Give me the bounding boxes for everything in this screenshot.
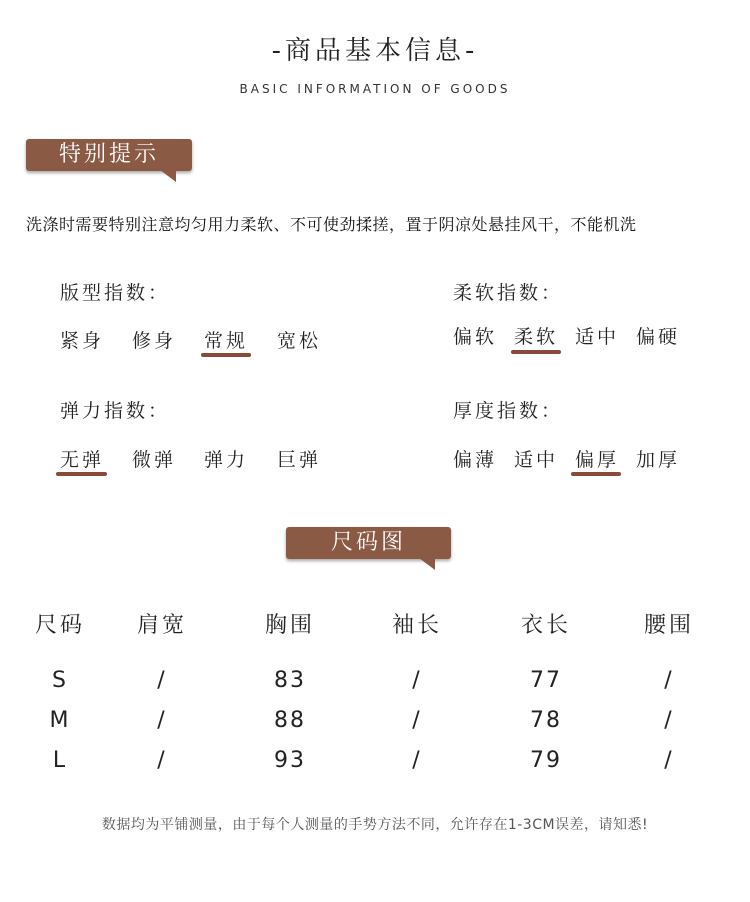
thickness-option-selected: 偏厚 [575, 449, 620, 471]
elasticity-selected-underline [56, 472, 107, 476]
table-cell: / [412, 708, 422, 733]
elasticity-option: 巨弹 [277, 449, 322, 471]
thickness-index-label: 厚度指数： [453, 400, 564, 422]
table-header-chest: 胸围 [264, 613, 315, 638]
table-cell: 79 [530, 748, 562, 773]
table-cell: 83 [274, 668, 306, 693]
elasticity-index-label: 弹力指数： [60, 400, 171, 422]
fit-selected-underline [201, 353, 251, 357]
table-cell: 88 [274, 708, 306, 733]
elasticity-option: 微弹 [132, 449, 177, 471]
softness-selected-underline [511, 350, 561, 354]
table-cell: / [664, 668, 674, 693]
table-cell: S [52, 668, 68, 693]
table-cell: 78 [530, 708, 562, 733]
table-cell: L [52, 748, 68, 773]
softness-option: 偏软 [453, 326, 498, 348]
table-header-shoulder: 肩宽 [136, 613, 187, 638]
tag-tail-icon [419, 558, 435, 570]
softness-option: 偏硬 [636, 326, 681, 348]
table-cell: / [157, 668, 167, 693]
page-subtitle: BASIC INFORMATION OF GOODS [239, 82, 511, 96]
softness-option: 适中 [575, 326, 620, 348]
care-note: 洗涤时需要特别注意均匀用力柔软、不可使劲揉搓，置于阴凉处悬挂风干，不能机洗 [26, 215, 637, 234]
page-title: -商品基本信息- [271, 36, 479, 66]
table-header-sleeve: 袖长 [391, 613, 442, 638]
table-cell: M [49, 708, 71, 733]
fit-option: 紧身 [60, 330, 105, 352]
thickness-selected-underline [571, 472, 621, 476]
fit-option-selected: 常规 [204, 330, 249, 352]
elasticity-option-selected: 无弹 [60, 449, 105, 471]
thickness-option: 偏薄 [453, 449, 498, 471]
table-header-length: 衣长 [520, 613, 571, 638]
elasticity-option: 弹力 [204, 449, 249, 471]
fit-index-label: 版型指数： [60, 282, 171, 304]
table-cell: / [664, 748, 674, 773]
table-cell: / [157, 708, 167, 733]
fit-option: 修身 [132, 330, 177, 352]
tag-tail-icon [160, 170, 176, 182]
table-cell: / [664, 708, 674, 733]
special-tip-tag: 特别提示 [26, 139, 192, 171]
measurement-note: 数据均为平铺测量，由于每个人测量的手势方法不同，允许存在1-3CM误差，请知悉! [101, 817, 649, 833]
table-cell: / [412, 668, 422, 693]
table-cell: 93 [274, 748, 306, 773]
thickness-option: 加厚 [636, 449, 681, 471]
table-cell: / [412, 748, 422, 773]
table-cell: / [157, 748, 167, 773]
table-cell: 77 [530, 668, 562, 693]
softness-index-label: 柔软指数： [453, 282, 564, 304]
table-header-size: 尺码 [34, 613, 85, 638]
table-header-waist: 腰围 [643, 613, 694, 638]
thickness-option: 适中 [514, 449, 559, 471]
fit-option: 宽松 [277, 330, 322, 352]
softness-option-selected: 柔软 [514, 326, 559, 348]
size-chart-tag: 尺码图 [286, 527, 451, 559]
